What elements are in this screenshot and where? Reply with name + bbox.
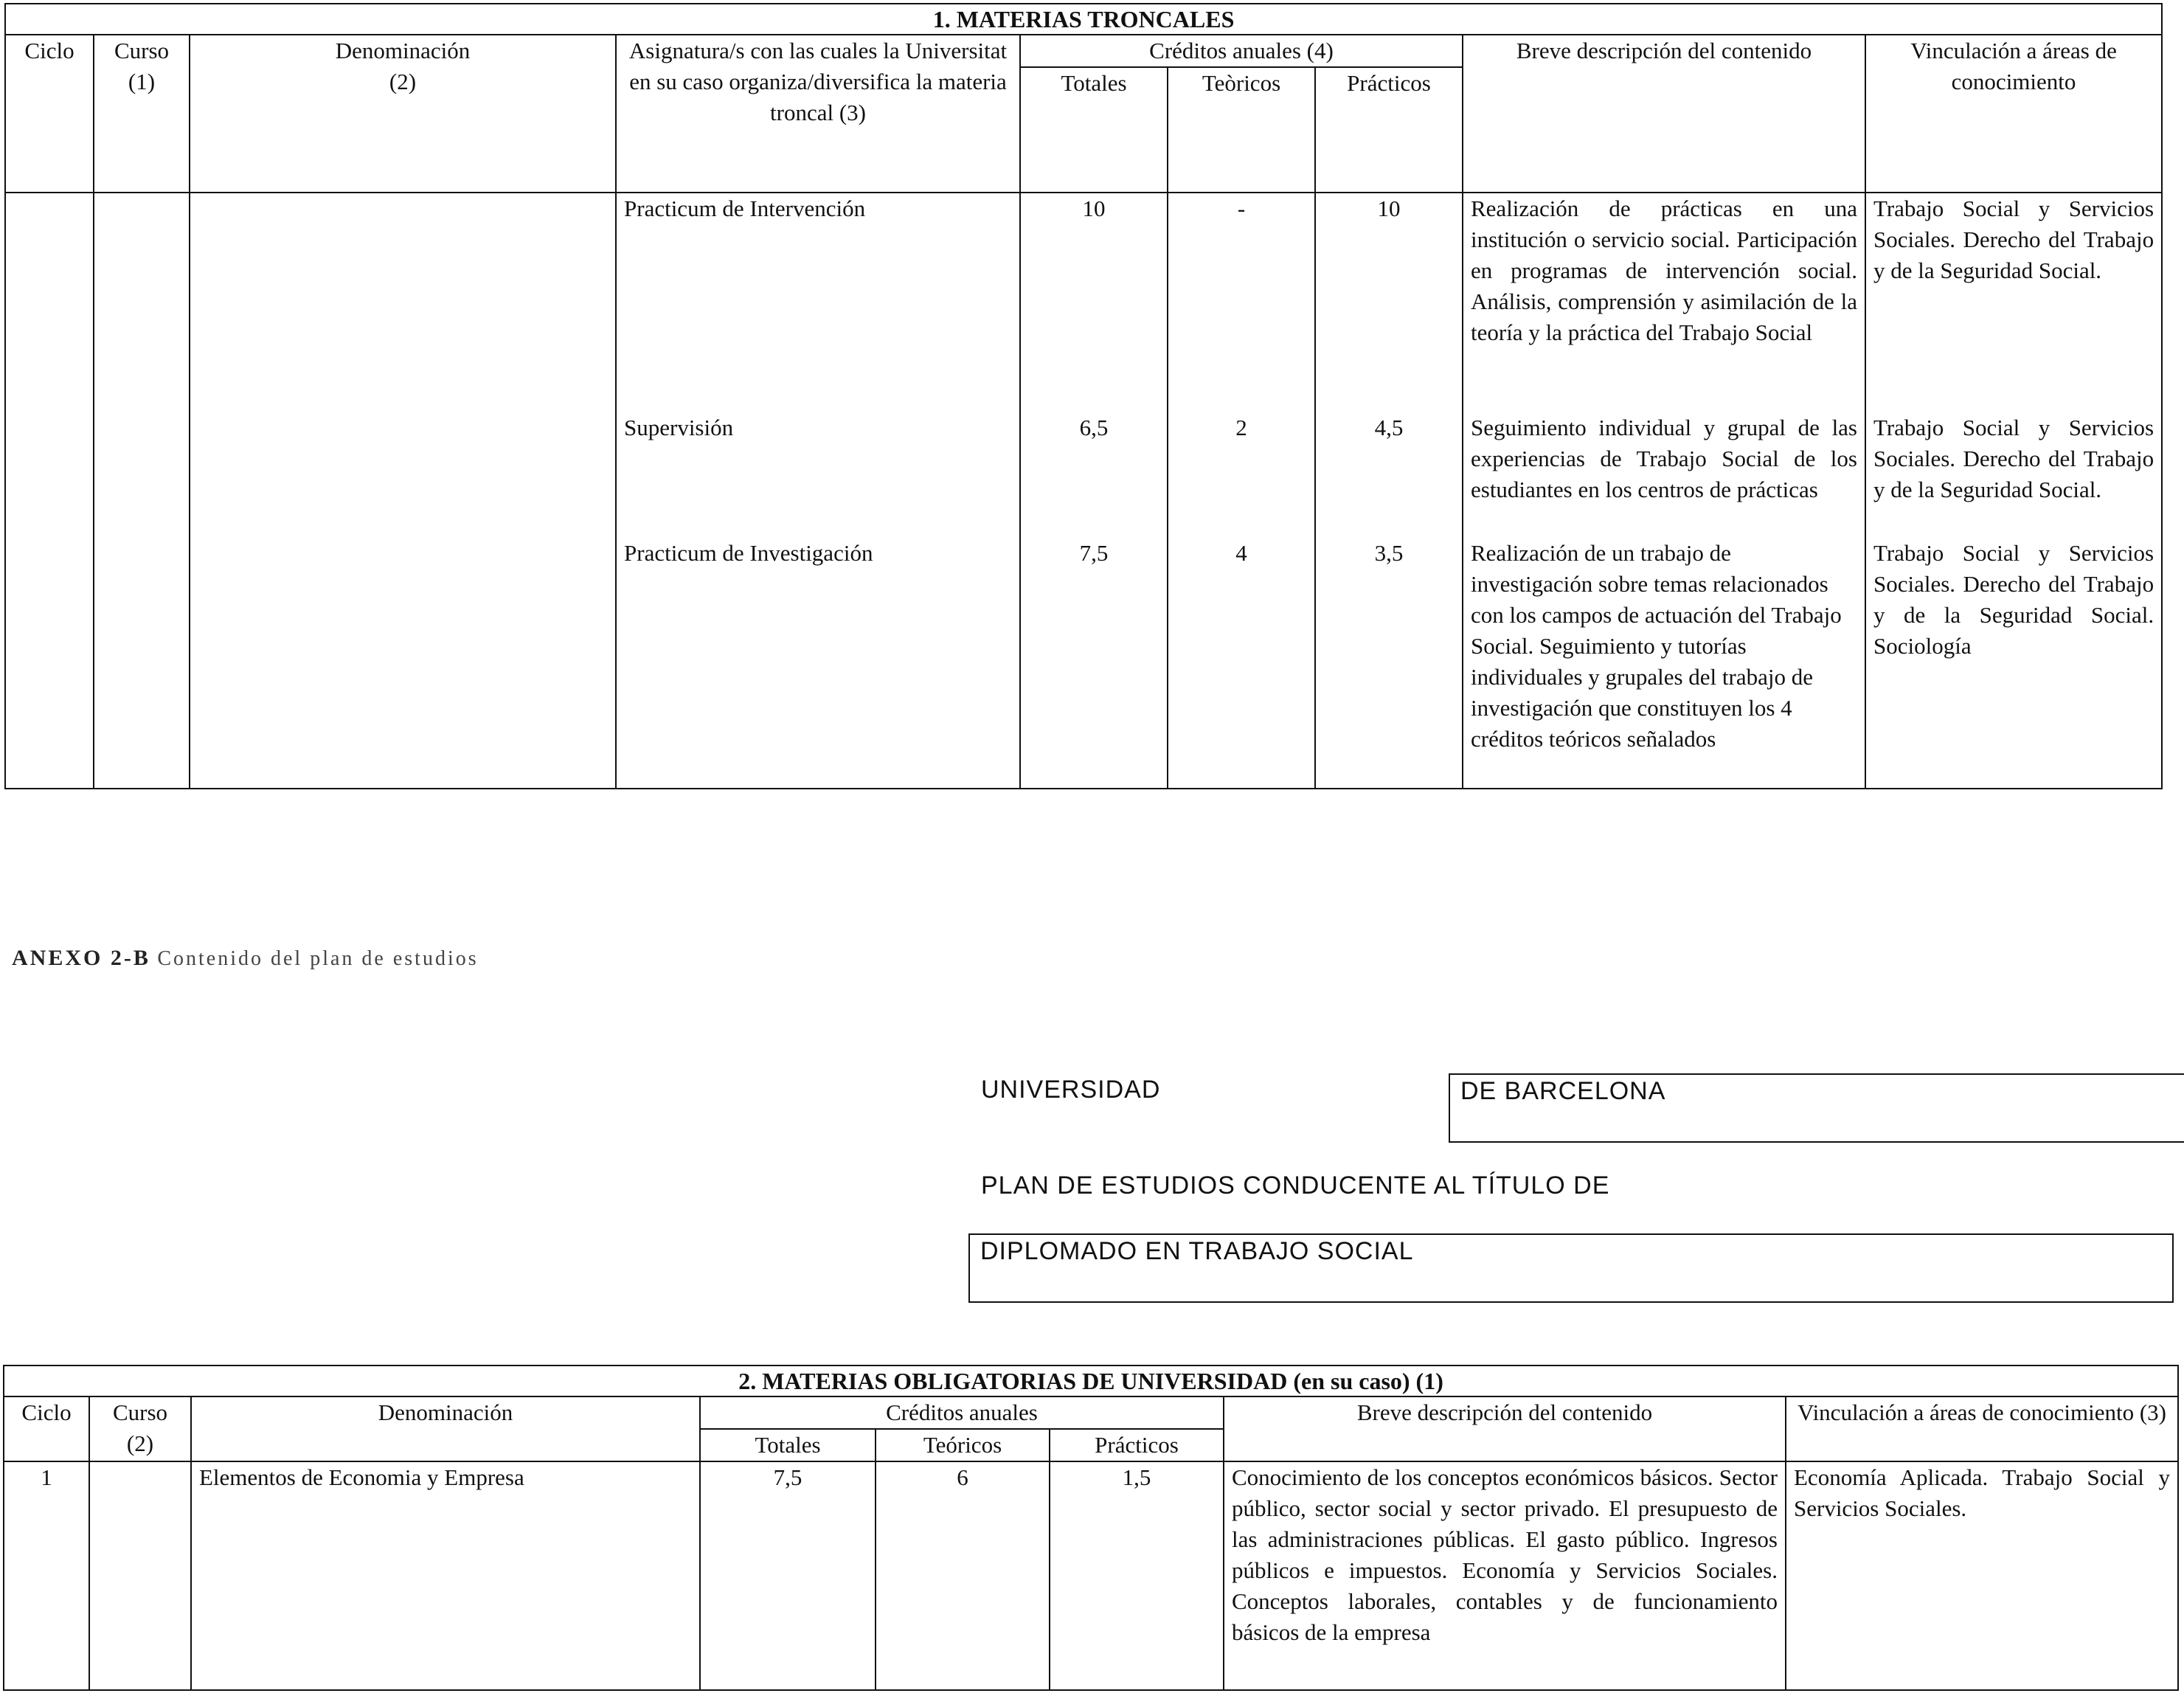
table-row (5, 193, 2162, 412)
header-teoricos: Teóricos (876, 1429, 1050, 1461)
header-creditos: Créditos anuales (4) (1020, 35, 1463, 67)
cell-totales: 6,5 (1020, 412, 1168, 538)
header-asignatura: Asignatura/s con las cuales la Universitat en su caso organiza/diversifica la materia troncal (3) (616, 35, 1020, 193)
anexo-label: ANEXO 2-B (12, 946, 150, 970)
obligatorias-table (3, 1365, 2179, 1691)
cell-asignatura: Practicum de Investigación (616, 538, 1020, 789)
header-denominacion: Denominación (2) (190, 35, 616, 193)
universidad-field: DE BARCELONA (1449, 1073, 2184, 1143)
universidad-label: UNIVERSIDAD (981, 1076, 1161, 1104)
cell-practicos: 10 (1315, 193, 1463, 412)
cell-asignatura: Practicum de Intervención (616, 193, 1020, 412)
header-curso: Curso (1) (94, 35, 190, 193)
header-descripcion: Breve descripción del contenido (1224, 1396, 1786, 1461)
anexo-subtitle: Contenido del plan de estudios (157, 947, 479, 970)
obligatorias-title: 2. MATERIAS OBLIGATORIAS DE UNIVERSIDAD (en su caso) (1) (4, 1366, 2178, 1396)
cell-teoricos: 4 (1168, 538, 1315, 789)
cell-teoricos: 2 (1168, 412, 1315, 538)
cell-descripcion: Realización de prácticas en una institución o servicio social. Participación en programas de intervención social. Análisis, comprensión y asimilación de la teoría y la práctica del Trabajo Social (1463, 193, 1865, 412)
cell-descripcion: Seguimiento individual y grupal de las experiencias de Trabajo Social de los estudiantes en los centros de prácticas (1463, 412, 1865, 538)
cell-teoricos: 6 (876, 1461, 1050, 1690)
cell-vinculacion: Trabajo Social y Servicios Sociales. Derecho del Trabajo y de la Seguridad Social. (1865, 412, 2162, 538)
header-teoricos: Teòricos (1168, 67, 1315, 193)
cell-curso (94, 193, 190, 789)
header-totales: Totales (1020, 67, 1168, 193)
header-practicos: Prácticos (1315, 67, 1463, 193)
cell-asignatura: Supervisión (616, 412, 1020, 538)
header-practicos: Prácticos (1050, 1429, 1224, 1461)
cell-descripcion: Realización de un trabajo de investigación sobre temas relacionados con los campos de actuación del Trabajo Social. Seguimiento y tutorías individuales y grupales del trabajo de investigación que constituyen los 4 créditos teóricos señalados (1463, 538, 1865, 789)
cell-ciclo: 1 (4, 1461, 89, 1690)
header-vinculacion: Vinculación a áreas de conocimiento (1865, 35, 2162, 193)
header-vinculacion: Vinculación a áreas de conocimiento (3) (1786, 1396, 2178, 1461)
header-denominacion: Denominación (191, 1396, 700, 1461)
cell-practicos: 3,5 (1315, 538, 1463, 789)
cell-curso (89, 1461, 191, 1690)
cell-denominacion (190, 193, 616, 789)
cell-totales: 7,5 (700, 1461, 876, 1690)
troncales-title: 1. MATERIAS TRONCALES (5, 4, 2162, 35)
header-creditos: Créditos anuales (700, 1396, 1224, 1429)
cell-totales: 7,5 (1020, 538, 1168, 789)
cell-teoricos: - (1168, 193, 1315, 412)
cell-practicos: 1,5 (1050, 1461, 1224, 1690)
header-ciclo: Ciclo (4, 1396, 89, 1461)
cell-totales: 10 (1020, 193, 1168, 412)
header-curso: Curso (2) (89, 1396, 191, 1461)
cell-practicos: 4,5 (1315, 412, 1463, 538)
cell-ciclo (5, 193, 94, 789)
table-row (4, 1461, 2178, 1690)
cell-vinculacion: Economía Aplicada. Trabajo Social y Servicios Sociales. (1786, 1461, 2178, 1690)
header-descripcion: Breve descripción del contenido (1463, 35, 1865, 193)
header-totales: Totales (700, 1429, 876, 1461)
header-ciclo: Ciclo (5, 35, 94, 193)
troncales-table (4, 3, 2163, 789)
plan-label: PLAN DE ESTUDIOS CONDUCENTE AL TÍTULO DE (981, 1171, 1610, 1200)
cell-denominacion: Elementos de Economia y Empresa (191, 1461, 700, 1690)
cell-vinculacion: Trabajo Social y Servicios Sociales. Derecho del Trabajo y de la Seguridad Social. (1865, 193, 2162, 412)
titulo-field: DIPLOMADO EN TRABAJO SOCIAL (968, 1233, 2174, 1303)
cell-vinculacion: Trabajo Social y Servicios Sociales. Derecho del Trabajo y de la Seguridad Social. Sociología (1865, 538, 2162, 789)
cell-descripcion: Conocimiento de los conceptos económicos básicos. Sector público, sector social y sector privado. El presupuesto de las administraciones públicas. El gasto público. Ingresos públicos e impuestos. Economía y Servicios Sociales. Conceptos laborales, contables y de funcionamiento básicos de la empresa (1224, 1461, 1786, 1690)
anexo-heading (12, 946, 479, 971)
